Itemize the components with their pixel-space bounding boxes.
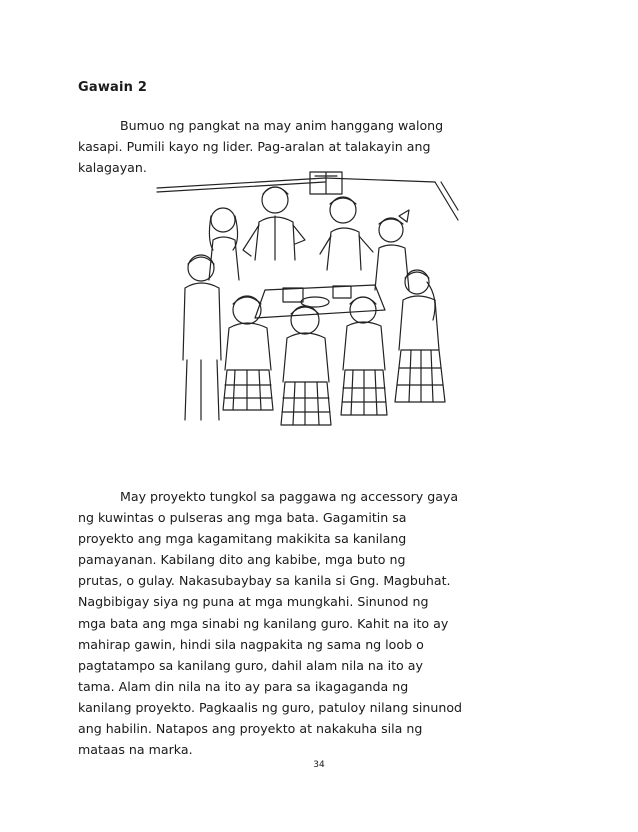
- story-line: pamayanan. Kabilang dito ang kabibe, mga buto ng: [78, 552, 406, 568]
- intro-line: kalagayan.: [78, 160, 147, 175]
- story-line: May proyekto tungkol sa paggawa ng accessory gaya: [120, 489, 459, 504]
- story-paragraph: [78, 486, 490, 760]
- story-line: ang habilin. Natapos ang proyekto at nakakuha sila ng: [78, 721, 423, 737]
- story-line: kanilang proyekto. Pagkaalis ng guro, patuloy nilang sinunod: [78, 699, 463, 715]
- story-line: mataas na marka.: [78, 742, 193, 758]
- intro-line: Bumuo ng pangkat na may anim hanggang walong: [120, 118, 444, 133]
- page-number: 34: [313, 760, 325, 770]
- story-line: pagtatampo sa kanilang guro, dahil alam nila na ito ay: [78, 657, 423, 673]
- story-line: mahirap gawin, hindi sila nagpakita ng sama ng loob o: [78, 636, 424, 652]
- story-line: prutas, o gulay. Nakasubaybay sa kanila si Gng. Magbuhat.: [78, 573, 451, 589]
- story-line: proyekto ang mga kagamitang makikita sa kanilang: [78, 531, 407, 547]
- story-line: mga bata ang mga sinabi ng kanilang guro. Kahit na ito ay: [78, 615, 449, 631]
- section-heading: Gawain 2: [78, 80, 148, 95]
- story-line: Nagbibigay siya ng puna at mga mungkahi. Sinunod ng: [78, 594, 429, 610]
- group-of-children-drawing-icon: [155, 170, 460, 432]
- intro-paragraph: [78, 115, 498, 178]
- story-line: tama. Alam din nila na ito ay para sa ikagaganda ng: [78, 678, 409, 694]
- intro-line: kasapi. Pumili kayo ng lider. Pag-aralan at talakayin ang: [78, 139, 431, 154]
- story-line: ng kuwintas o pulseras ang mga bata. Gagamitin sa: [78, 510, 407, 526]
